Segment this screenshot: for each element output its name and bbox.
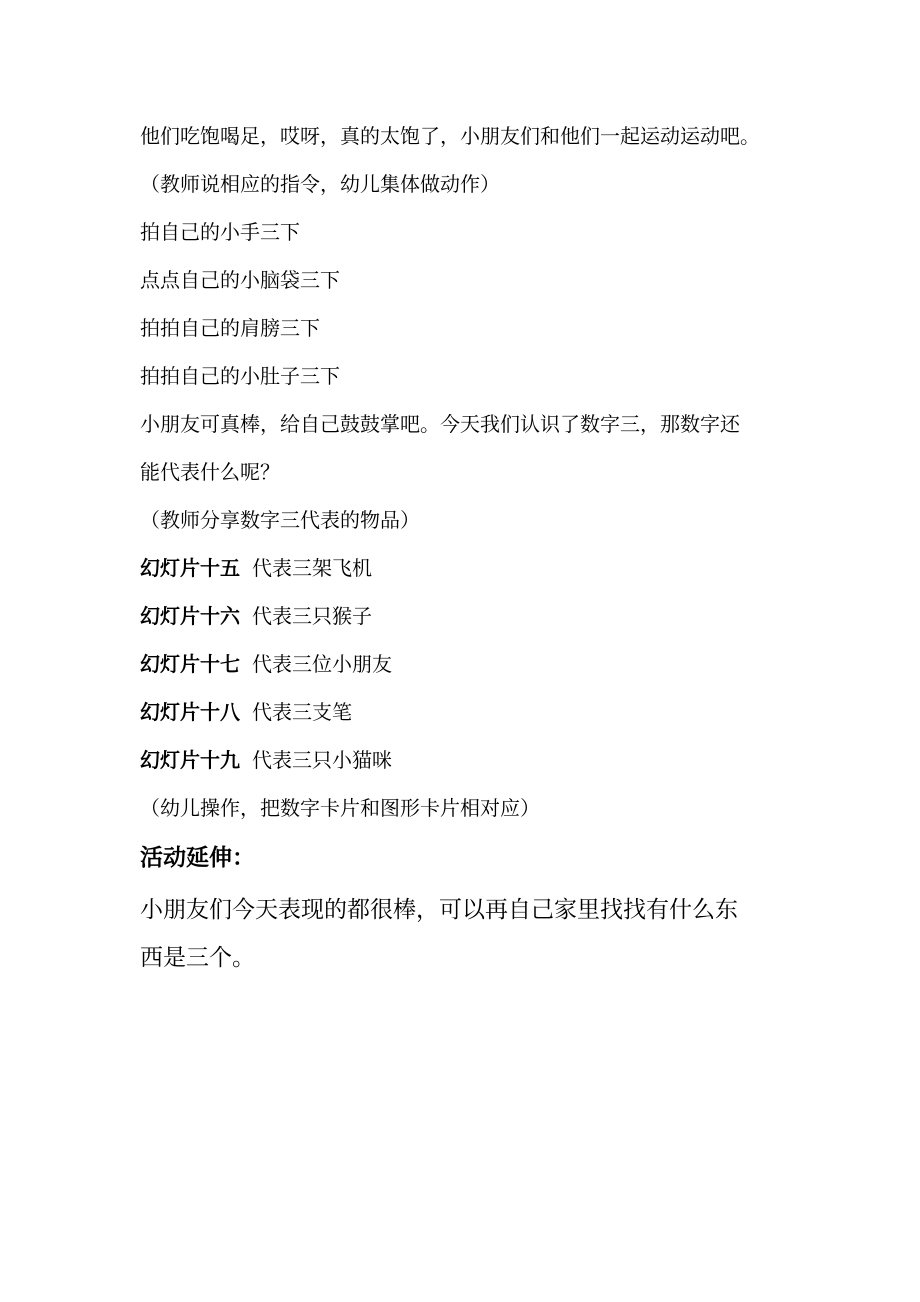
action-line: 拍自己的小手三下 [140, 220, 300, 244]
slide-text: 代表三位小朋友 [252, 652, 392, 676]
operation-note: （幼儿操作，把数字卡片和图形卡片相对应） [140, 796, 540, 820]
slide-text: 代表三支笔 [252, 700, 352, 724]
extension-line-1: 小朋友们今天表现的都很棒，可以再自己家里找找有什么东 [140, 897, 738, 923]
share-note: （教师分享数字三代表的物品） [140, 508, 420, 532]
instruction-note: （教师说相应的指令，幼儿集体做动作） [140, 172, 500, 196]
extension-heading: 活动延伸： [140, 845, 255, 871]
slide-line [140, 602, 372, 630]
slide-label: 幻灯片十五 [140, 556, 240, 580]
action-line: 拍拍自己的肩膀三下 [140, 316, 320, 340]
slide-text: 代表三架飞机 [252, 556, 372, 580]
slide-label: 幻灯片十九 [140, 748, 240, 772]
slide-line [140, 650, 392, 678]
slide-line [140, 698, 352, 726]
intro-paragraph: 他们吃饱喝足，哎呀，真的太饱了，小朋友们和他们一起运动运动吧。 [140, 124, 760, 148]
slide-line [140, 746, 392, 774]
praise-line-1: 小朋友可真棒，给自己鼓鼓掌吧。今天我们认识了数字三，那数字还 [140, 412, 740, 436]
slide-line [140, 554, 372, 582]
action-line: 点点自己的小脑袋三下 [140, 268, 340, 292]
action-line: 拍拍自己的小肚子三下 [140, 364, 340, 388]
extension-line-2: 西是三个。 [140, 945, 255, 971]
slide-label: 幻灯片十六 [140, 604, 240, 628]
slide-label: 幻灯片十七 [140, 652, 240, 676]
praise-line-2: 能代表什么呢？ [140, 460, 280, 484]
slide-text: 代表三只猴子 [252, 604, 372, 628]
slide-text: 代表三只小猫咪 [252, 748, 392, 772]
slide-label: 幻灯片十八 [140, 700, 240, 724]
